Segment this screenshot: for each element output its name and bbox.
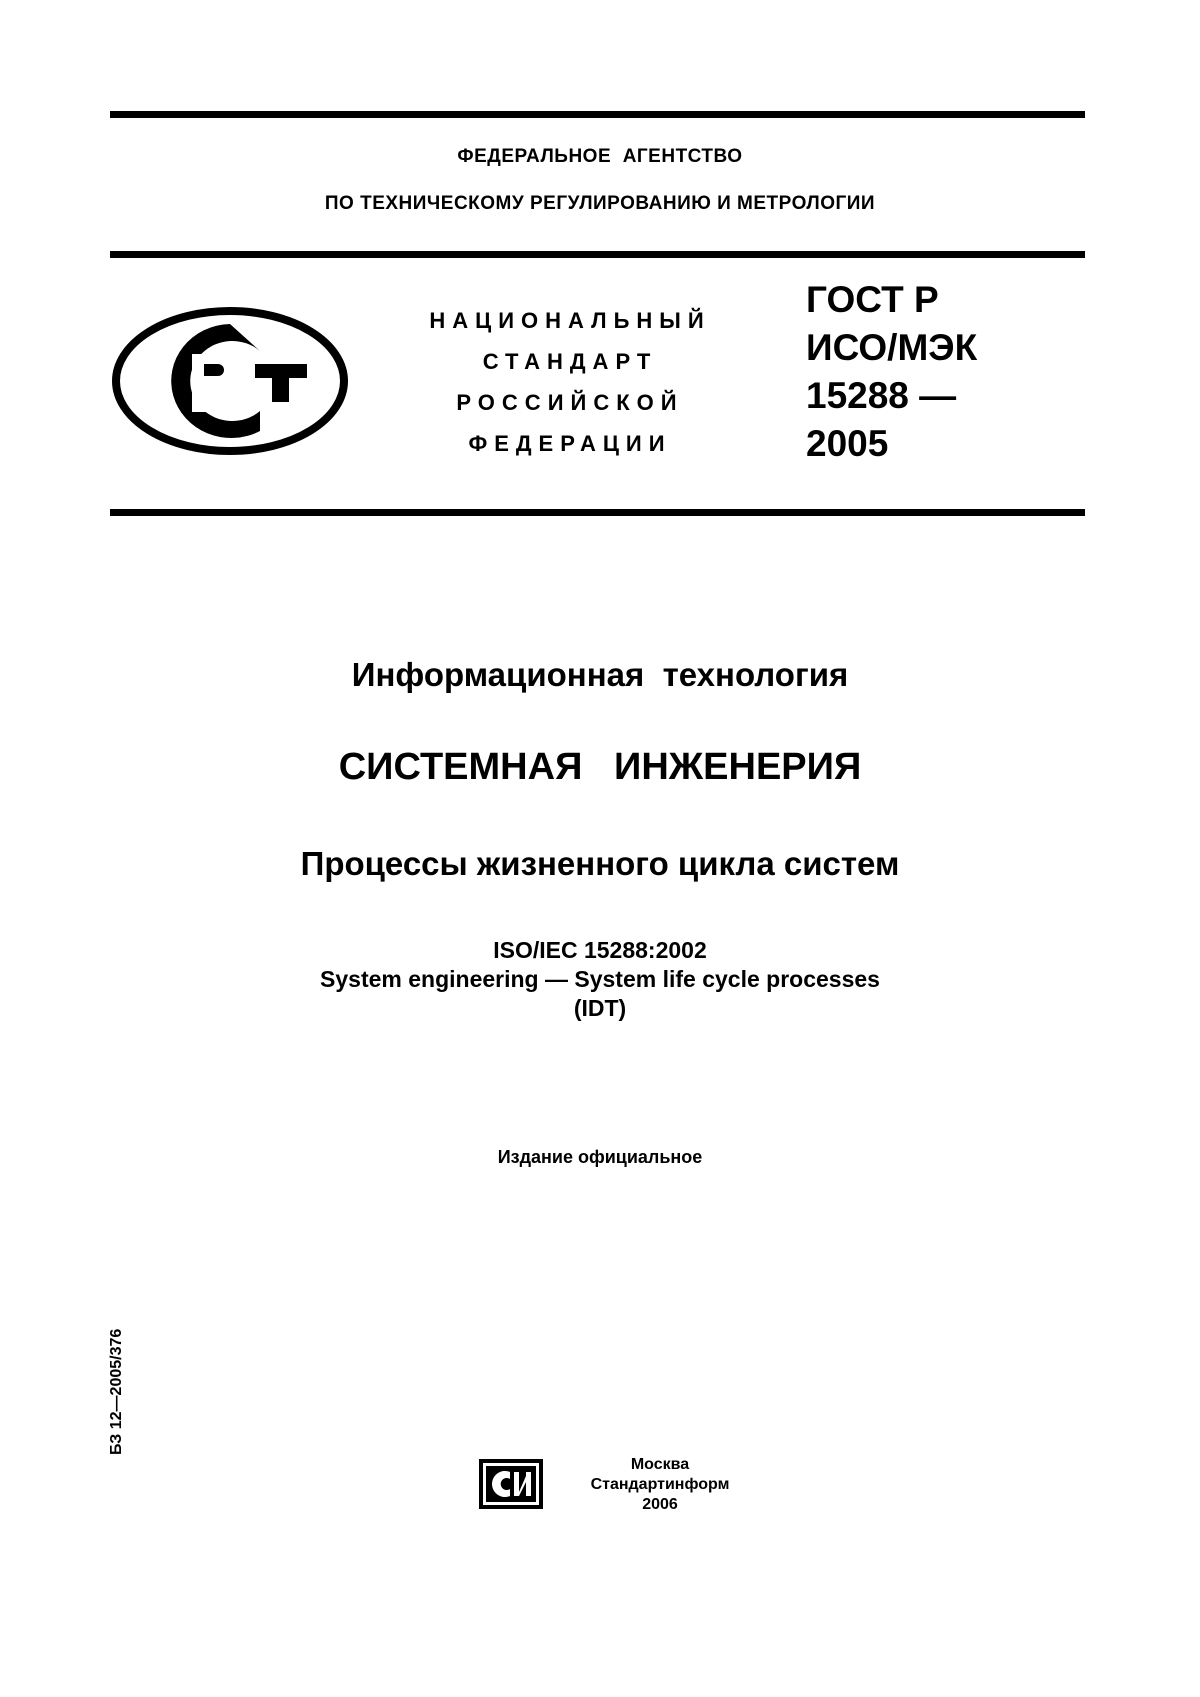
title-line-2: СИСТЕМНАЯ ИНЖЕНЕРИЯ <box>338 746 862 788</box>
agency-line-1: ФЕДЕРАЛЬНОЕ АГЕНТСТВО <box>457 146 743 167</box>
catalog-code: БЗ 12—2005/376 <box>108 1328 125 1455</box>
standard-type-line-4: ФЕДЕРАЦИИ <box>468 431 672 456</box>
standard-type-line-3: РОССИЙСКОЙ <box>456 390 684 415</box>
title-line-3: Процессы жизненного цикла систем <box>300 845 900 882</box>
standard-type-line-2: СТАНДАРТ <box>482 349 658 374</box>
designation-line-2: ИСО/МЭК <box>806 327 978 368</box>
bottom-header-rule <box>110 509 1085 516</box>
publisher-year: 2006 <box>642 1496 678 1513</box>
edition-label: Издание официальное <box>497 1147 703 1167</box>
standard-type <box>405 300 735 464</box>
designation-line-4: 2005 <box>806 423 889 464</box>
iso-code: ISO/IEC 15288:2002 <box>493 937 707 963</box>
iso-equivalence: (IDT) <box>573 995 627 1021</box>
designation-line-1: ГОСТ Р <box>806 279 939 320</box>
title-line-1: Информационная технология <box>351 656 849 693</box>
publisher-name: Стандартинформ <box>590 1476 730 1493</box>
standard-type-line-1: НАЦИОНАЛЬНЫЙ <box>429 308 711 333</box>
standartinform-logo-icon <box>476 1456 548 1512</box>
iso-name: System engineering — System life cycle processes <box>320 966 880 992</box>
agency-line-2: ПО ТЕХНИЧЕСКОМУ РЕГУЛИРОВАНИЮ И МЕТРОЛОГИИ <box>324 193 876 214</box>
publisher-city: Москва <box>630 1456 690 1473</box>
publisher-info <box>560 1455 760 1515</box>
designation-line-3: 15288 — <box>806 375 957 416</box>
top-rule <box>110 111 1085 118</box>
rst-logo-icon <box>110 306 350 456</box>
standard-designation <box>806 276 977 468</box>
header-rule <box>110 251 1085 258</box>
